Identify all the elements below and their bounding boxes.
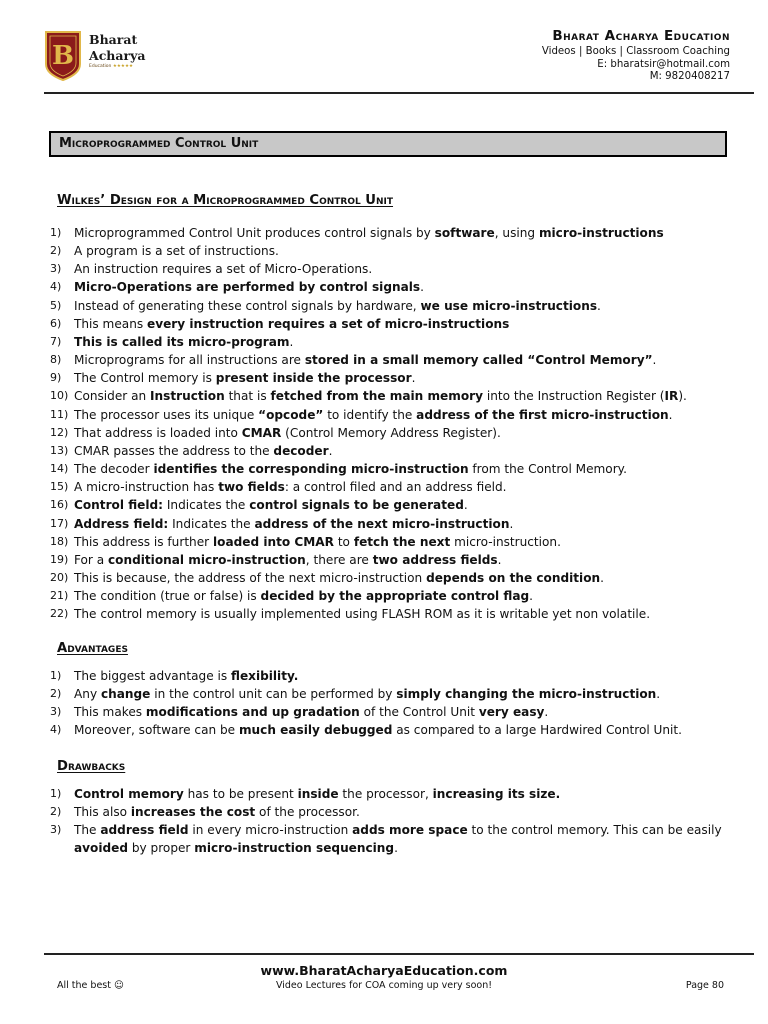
list-item-text: That address is loaded into: [74, 425, 242, 440]
list-item-emphasis: fetch the next: [353, 534, 451, 549]
list-item-text: as compared to a large Hardwired Control Unit.: [392, 723, 683, 738]
footer-left-note: All the best ☺: [57, 980, 124, 991]
list-item-text: The control memory is usually implemented using FLASH ROM as it is writable yet non volatile.: [74, 607, 651, 622]
list-item-emphasis: Address field:: [74, 516, 169, 531]
list-item-text: A micro-instruction has: [74, 480, 219, 495]
list-item-emphasis: adds more space: [352, 823, 468, 838]
list-item-text: into the Instruction Register (: [483, 389, 665, 404]
list-item-number: 6): [50, 316, 62, 330]
list-item-emphasis: Control field:: [74, 498, 164, 513]
drawbacks-list: [50, 785, 738, 858]
list-item-text: to identify the: [323, 407, 417, 422]
list-item-emphasis: This is called its micro-program: [74, 334, 290, 349]
list-item-text: of the Control Unit: [359, 705, 479, 720]
list-item-text: The biggest advantage is: [74, 669, 231, 683]
page-number: Page 80: [685, 980, 724, 991]
list-item-number: 13): [50, 443, 69, 457]
list-item-text: .: [497, 552, 502, 567]
list-item-text: ).: [678, 389, 687, 404]
list-item-text: .: [600, 570, 604, 585]
list-item-emphasis: “opcode”: [258, 407, 324, 422]
list-item-text: : a control filed and an address field.: [284, 480, 507, 495]
drawbacks-heading: Drawbacks: [57, 759, 126, 774]
list-item-emphasis: simply changing the micro-instruction: [396, 687, 657, 702]
brand-logo: [44, 30, 144, 84]
list-item-emphasis: IR: [664, 389, 679, 404]
list-item-emphasis: depends on the condition: [426, 570, 601, 585]
list-item: [50, 333, 738, 351]
list-item-text: This means: [74, 316, 147, 331]
list-item-text: Moreover, software can be: [74, 723, 239, 738]
list-item-number: 10): [50, 389, 69, 403]
list-item: [50, 315, 738, 333]
list-item: [50, 242, 738, 260]
list-item-number: 17): [50, 516, 69, 530]
list-item-number: 2): [50, 244, 62, 258]
list-item-text: CMAR passes the address to the: [74, 443, 274, 458]
list-item-emphasis: every instruction requires a set of micro-instructions: [147, 316, 510, 331]
list-item-text: Indicates the: [168, 516, 255, 531]
list-item: [50, 569, 738, 587]
list-item-text: Consider an: [74, 389, 151, 404]
list-item-text: of the processor.: [255, 805, 360, 820]
list-item-text: .: [328, 443, 333, 458]
list-item-emphasis: address of the first micro-instruction: [416, 407, 669, 422]
list-item-emphasis: present inside the processor: [215, 371, 412, 386]
list-item-text: , there are: [305, 552, 373, 567]
list-item-emphasis: control signals to be generated: [249, 498, 464, 513]
list-item: [50, 605, 738, 623]
list-item-emphasis: decided by the appropriate control flag: [260, 589, 530, 604]
list-item-emphasis: micro-instruction sequencing: [194, 841, 395, 856]
list-item: [50, 278, 738, 296]
list-item-number: 2): [50, 805, 62, 819]
list-item-emphasis: very easy: [478, 705, 545, 720]
list-item-emphasis: two address fields: [372, 552, 498, 567]
list-item-text: .: [652, 353, 657, 368]
list-item-text: .: [420, 280, 424, 295]
list-item-text: A program is a set of instructions.: [74, 244, 279, 259]
list-item: [50, 587, 738, 605]
list-item-text: Instead of generating these control signals by hardware,: [74, 298, 421, 313]
list-item: [50, 515, 738, 533]
list-item-text: Microprogrammed Control Unit produces control signals by: [74, 226, 435, 240]
wilkes-list: [50, 224, 738, 623]
logo-stars: ★★★★★: [112, 64, 134, 69]
list-item-emphasis: fetched from the main memory: [270, 389, 484, 404]
list-item-text: .: [463, 498, 468, 513]
list-item-emphasis: stored in a small memory called “Control Memory”: [304, 353, 653, 368]
list-item-text: .: [668, 407, 673, 422]
list-item-number: 9): [50, 371, 62, 385]
logo-line2: Acharya: [89, 48, 146, 63]
list-item: [50, 478, 738, 496]
list-item-text: to: [333, 534, 354, 549]
list-item-text: This address is further: [74, 534, 213, 549]
list-item-number: 1): [50, 226, 62, 239]
list-item-text: The processor uses its unique: [74, 407, 259, 422]
list-item-number: 3): [50, 705, 62, 719]
list-item-text: This is because, the address of the next micro-instruction: [74, 570, 427, 585]
list-item-emphasis: micro-instructions: [538, 226, 664, 240]
list-item: [50, 551, 738, 569]
list-item-text: Indicates the: [163, 498, 250, 513]
list-item-text: micro-instruction.: [450, 534, 561, 549]
list-item-emphasis: Micro-Operations are performed by control signals: [74, 280, 421, 295]
list-item-text: .: [509, 516, 514, 531]
list-item: [50, 533, 738, 551]
list-item-number: 11): [50, 407, 69, 421]
list-item: [50, 460, 738, 478]
list-item: [50, 260, 738, 278]
list-item-number: 21): [50, 589, 69, 603]
list-item-emphasis: loaded into CMAR: [212, 534, 334, 549]
list-item-number: 19): [50, 552, 69, 566]
header-services: Videos | Books | Classroom Coaching: [541, 46, 730, 57]
list-item: [50, 442, 738, 460]
logo-wordmark: [89, 32, 145, 64]
header-email: E: bharatsir@hotmail.com: [597, 58, 730, 70]
list-item-emphasis: modifications and up gradation: [145, 705, 360, 720]
list-item-number: 4): [50, 280, 62, 294]
logo-shield-icon: [44, 30, 82, 82]
header-divider: [44, 92, 754, 94]
list-item-emphasis: CMAR: [241, 425, 282, 440]
list-item-text: .: [656, 687, 661, 702]
list-item: [50, 703, 738, 721]
list-item-text: .: [529, 589, 534, 604]
list-item-text: .: [289, 334, 294, 349]
list-item-text: .: [544, 705, 549, 720]
list-item-text: (Control Memory Address Register).: [281, 425, 501, 440]
list-item-number: 12): [50, 425, 69, 439]
list-item-text: , using: [494, 226, 539, 240]
logo-tagline: [89, 64, 133, 69]
footer-center-note: Video Lectures for COA coming up very soon!: [275, 980, 493, 991]
list-item-number: 5): [50, 298, 62, 312]
list-item-emphasis: conditional micro-instruction: [108, 552, 306, 567]
list-item-emphasis: avoided: [74, 841, 129, 856]
list-item-number: 4): [50, 723, 62, 737]
header-title: Bharat Acharya Education: [552, 28, 730, 44]
list-item-number: 8): [50, 353, 62, 367]
footer-divider: [44, 953, 754, 955]
list-item-number: 22): [50, 607, 69, 621]
list-item-text: This makes: [74, 705, 146, 720]
list-item-emphasis: we use micro-instructions: [420, 298, 598, 313]
list-item-text: An instruction requires a set of Micro-Operations.: [74, 262, 373, 277]
list-item-number: 14): [50, 462, 69, 476]
list-item-text: .: [394, 841, 398, 856]
list-item: [50, 721, 738, 739]
list-item-number: 15): [50, 480, 69, 494]
list-item: [50, 424, 738, 442]
list-item-text: This also: [74, 805, 131, 820]
header-mobile: M: 9820408217: [649, 71, 730, 82]
wilkes-heading: Wilkes’ Design for a Microprogrammed Control Unit: [57, 193, 394, 208]
list-item-number: 2): [50, 687, 62, 701]
list-item-emphasis: flexibility.: [231, 669, 299, 683]
list-item-text: has to be present: [183, 787, 298, 801]
list-item-emphasis: inside: [297, 787, 339, 801]
list-item: [50, 351, 738, 369]
list-item-text: The condition (true or false) is: [74, 589, 261, 604]
list-item-text: Microprograms for all instructions are: [74, 353, 305, 368]
list-item-text: in the control unit can be performed by: [150, 687, 397, 702]
list-item-emphasis: software: [434, 226, 495, 240]
list-item-text: by proper: [128, 841, 195, 856]
list-item-text: .: [597, 298, 601, 313]
list-item: [50, 297, 738, 315]
list-item: [50, 785, 738, 803]
list-item-number: 16): [50, 498, 69, 512]
list-item-emphasis: address of the next micro-instruction: [254, 516, 510, 531]
list-item-emphasis: Instruction: [150, 389, 225, 404]
list-item-emphasis: change: [100, 687, 151, 702]
list-item-number: 3): [50, 823, 62, 837]
list-item-number: 1): [50, 669, 62, 682]
list-item-text: Any: [74, 687, 101, 702]
list-item-emphasis: increasing its size.: [432, 787, 561, 801]
header-contact: [542, 28, 730, 84]
list-item-number: 3): [50, 262, 62, 276]
list-item: [50, 369, 738, 387]
list-item-emphasis: Control memory: [74, 787, 184, 801]
list-item-emphasis: two fields: [218, 480, 285, 495]
list-item: [50, 406, 738, 424]
svg-text:B: B: [52, 41, 74, 71]
logo-line1: Bharat: [89, 32, 138, 47]
list-item-text: in every micro-instruction: [188, 823, 353, 838]
list-item-text: The Control memory is: [74, 371, 216, 386]
list-item: [50, 224, 738, 242]
section-title: Microprogrammed Control Unit: [49, 131, 727, 157]
advantages-heading: Advantages: [57, 641, 128, 656]
list-item-text: .: [411, 371, 416, 386]
list-item-emphasis: identifies the corresponding micro-instruction: [153, 462, 469, 477]
list-item-emphasis: address field: [100, 823, 189, 838]
logo-tagline-text: Education: [89, 64, 112, 69]
list-item-number: 1): [50, 787, 62, 800]
list-item-text: from the Control Memory.: [468, 462, 627, 477]
list-item: [50, 821, 738, 857]
list-item-emphasis: much easily debugged: [238, 723, 393, 738]
list-item: [50, 387, 738, 405]
list-item-number: 20): [50, 570, 69, 584]
list-item-text: The decoder: [74, 462, 154, 477]
list-item-text: to the control memory. This can be easily: [467, 823, 722, 838]
list-item-emphasis: increases the cost: [130, 805, 256, 820]
list-item-text: For a: [74, 552, 108, 567]
list-item-text: The: [74, 823, 101, 838]
list-item: [50, 496, 738, 514]
list-item: [50, 667, 738, 685]
list-item-emphasis: decoder: [273, 443, 329, 458]
list-item-text: the processor,: [338, 787, 433, 801]
list-item: [50, 685, 738, 703]
list-item-number: 18): [50, 534, 69, 548]
footer-website-link[interactable]: www.BharatAcharyaEducation.com: [260, 963, 508, 978]
list-item-text: that is: [224, 389, 271, 404]
list-item: [50, 803, 738, 821]
advantages-list: [50, 667, 738, 740]
list-item-number: 7): [50, 334, 62, 348]
